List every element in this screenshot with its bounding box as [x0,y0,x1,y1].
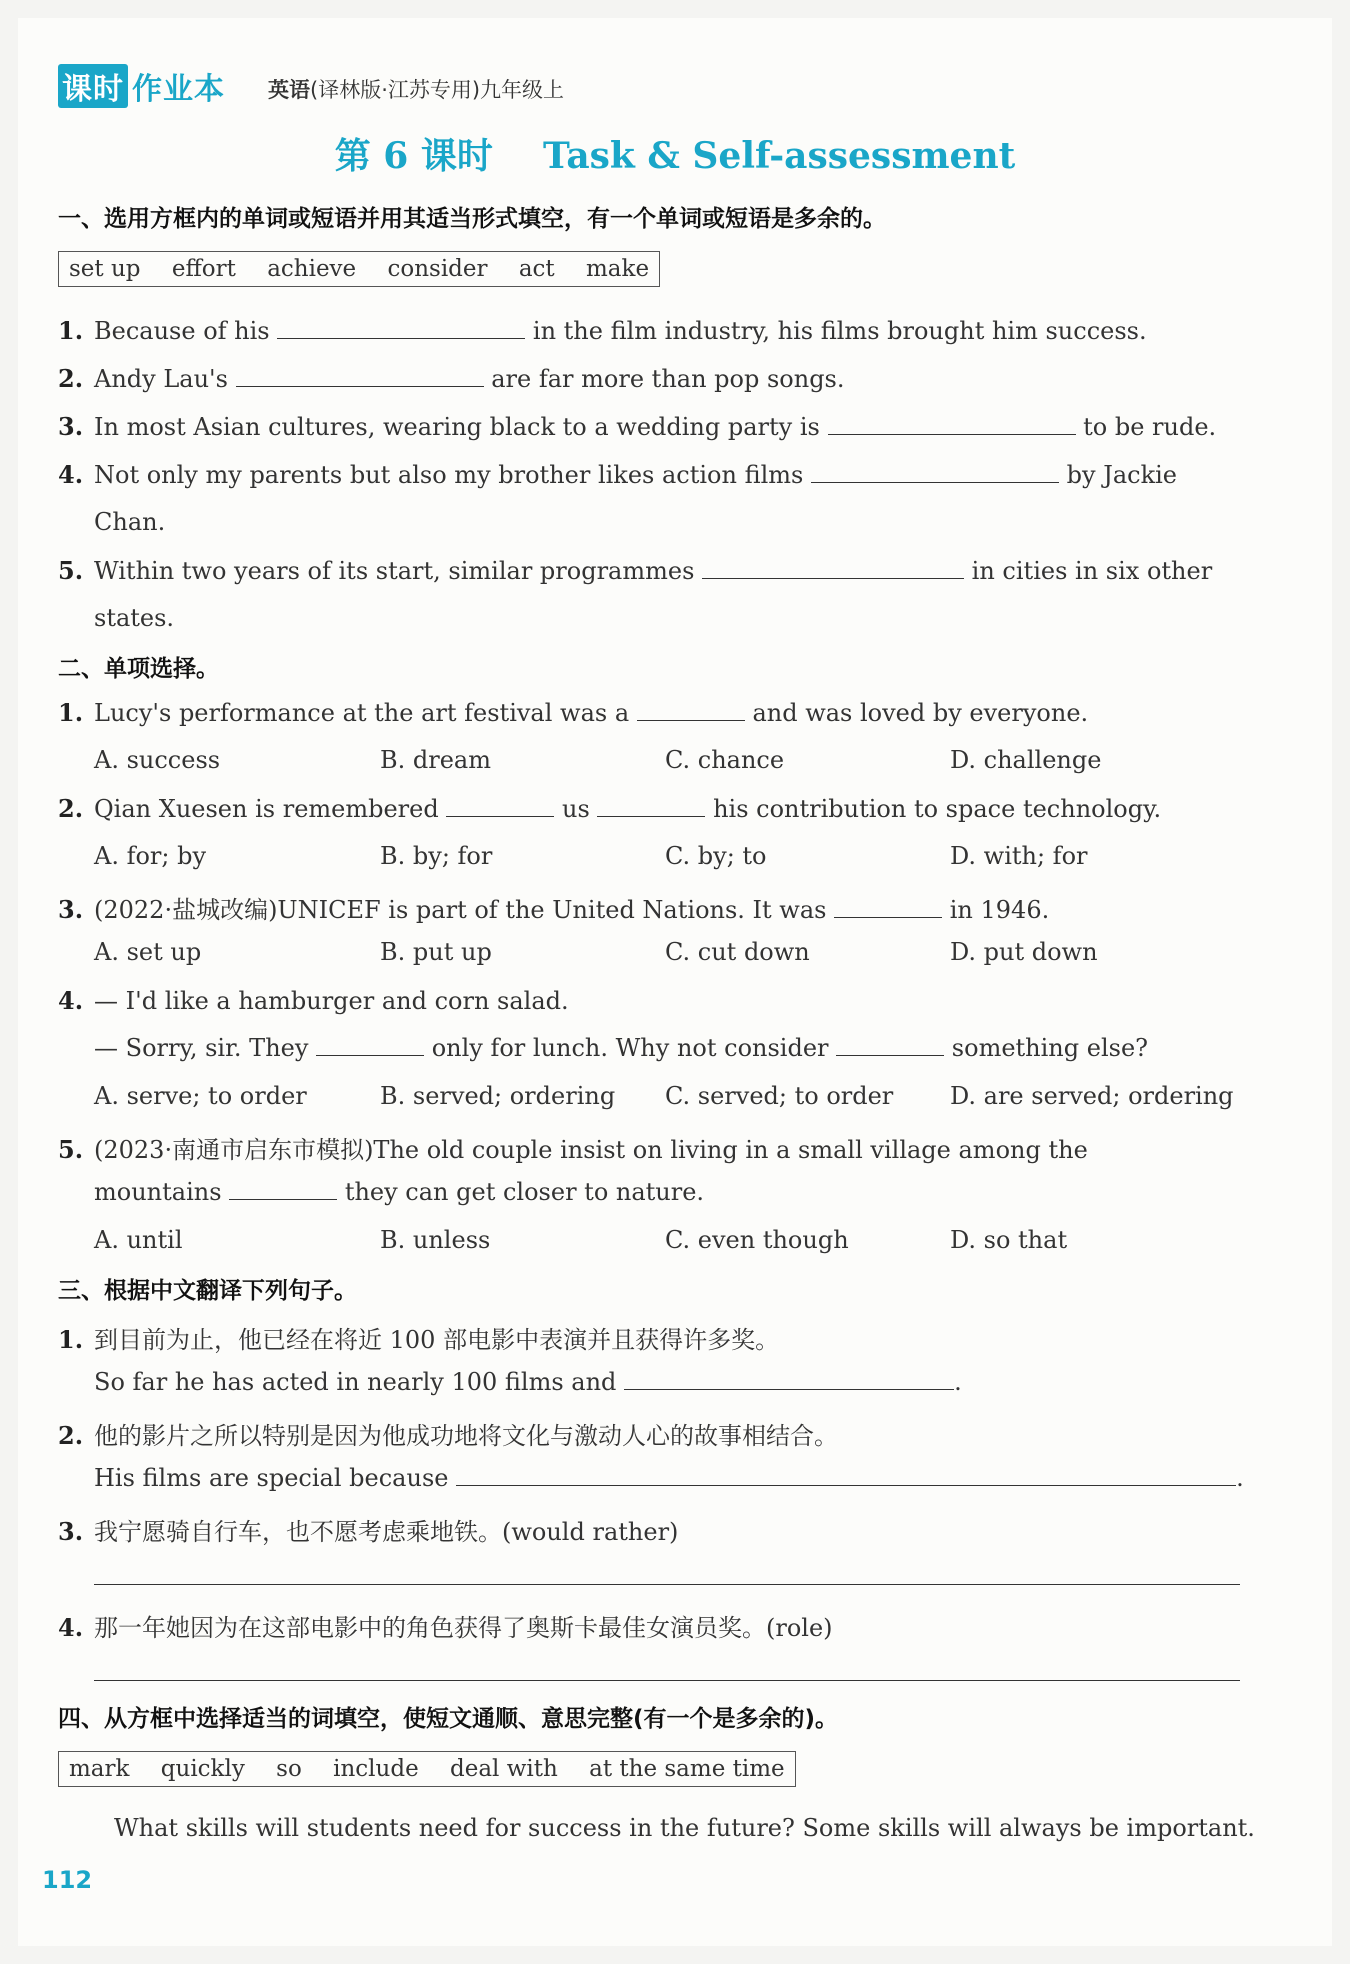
word-option: include [333,1756,419,1782]
question-text: Qian Xuesen is remembered [94,795,439,823]
word-option: set up [69,256,141,282]
section4-word-box [58,1751,796,1787]
chinese-sentence: 到目前为止，他已经在将近 100 部电影中表演并且获得许多奖。 [94,1326,780,1354]
answer-blank[interactable] [624,1371,954,1390]
item-number: 3. [58,895,84,924]
option[interactable]: B. put up [380,938,492,966]
translation-item [58,1416,838,1451]
option[interactable]: C. chance [665,746,785,774]
answer-blank[interactable] [456,1467,1236,1486]
item-number: 1. [58,316,84,345]
option[interactable]: D. so that [950,1226,1068,1254]
item-number: 5. [58,556,84,585]
answer-blank[interactable] [597,798,705,817]
answer-blank[interactable] [236,368,484,387]
answer-blank[interactable] [811,464,1059,483]
book-subtitle [268,74,564,104]
item-text: in the film industry, his films brought him success. [532,317,1147,345]
question-text: us [562,795,590,823]
translation-item [58,1608,833,1643]
item-text: Not only my parents but also my brother likes action films [94,461,804,489]
question-text: mountains [94,1178,222,1206]
option[interactable]: D. are served; ordering [950,1082,1234,1110]
answer-blank[interactable] [836,1037,944,1056]
translation-answer [94,1464,1244,1492]
lesson-title: 第 6 课时 Task & Self-assessment [334,135,1016,177]
option[interactable]: C. cut down [665,938,810,966]
item-text: to be rude. [1083,413,1217,441]
question-text: they can get closer to nature. [344,1178,705,1206]
fill-item [58,412,1216,441]
fill-item [58,316,1147,345]
chinese-sentence: 他的影片之所以特别是因为他成功地将文化与激动人心的故事相结合。 [94,1422,838,1450]
question-line [94,1178,704,1206]
option[interactable]: C. served; to order [665,1082,894,1110]
option[interactable]: D. challenge [950,746,1102,774]
mc-question [58,698,1088,727]
question-line [94,1034,1148,1062]
brand-text: 作业本 [132,72,225,107]
item-text: Andy Lau's [94,365,228,393]
item-continuation: Chan. [94,508,166,536]
item-number: 5. [58,1135,84,1164]
option[interactable]: B. dream [380,746,491,774]
item-text: by Jackie [1066,461,1177,489]
mc-question [58,890,1049,925]
mc-question [58,1130,1088,1165]
option[interactable]: A. for; by [94,842,207,870]
question-text: something else? [951,1034,1149,1062]
answer-line[interactable] [94,1680,1240,1681]
question-text: Lucy's performance at the art festival was a [94,699,630,727]
item-number: 1. [58,1325,84,1354]
word-option: make [585,256,650,282]
item-number: 3. [58,1517,84,1546]
answer-blank[interactable] [229,1181,337,1200]
question-text: — Sorry, sir. They [94,1034,309,1062]
word-option: act [518,256,555,282]
answer-blank[interactable] [316,1037,424,1056]
word-option: quickly [160,1756,245,1782]
item-number: 2. [58,364,84,393]
passage-text: What skills will students need for success in the future? Some skills will always be important. [114,1814,1255,1842]
fill-item [58,364,845,393]
question-text: his contribution to space technology. [713,795,1162,823]
fill-item [58,556,1212,585]
fill-item [58,460,1177,489]
option[interactable]: A. success [94,746,221,774]
section2-heading: 二、单项选择。 [58,656,219,682]
item-number: 4. [58,986,84,1015]
mc-question [58,794,1161,823]
question-text: (2023·南通市启东市模拟)The old couple insist on living in a small village among the [94,1136,1088,1164]
answer-blank[interactable] [828,416,1076,435]
item-number: 3. [58,412,84,441]
option[interactable]: B. by; for [380,842,493,870]
period: . [1236,1464,1244,1492]
option[interactable]: A. set up [94,938,202,966]
chinese-sentence: 我宁愿骑自行车，也不愿考虑乘地铁。(would rather) [94,1518,679,1546]
word-option: deal with [450,1756,558,1782]
answer-blank[interactable] [446,798,554,817]
item-number: 2. [58,794,84,823]
item-text: are far more than pop songs. [491,365,845,393]
brand-logo [58,64,225,108]
item-text: Because of his [94,317,270,345]
option[interactable]: A. until [94,1226,183,1254]
item-number: 4. [58,460,84,489]
question-text: — I'd like a hamburger and corn salad. [94,987,569,1015]
brand-box: 课时 [58,64,128,108]
translation-answer [94,1368,962,1396]
answer-blank[interactable] [637,702,745,721]
word-option: consider [387,256,488,282]
item-text: Within two years of its start, similar programmes [94,557,695,585]
section3-heading: 三、根据中文翻译下列句子。 [58,1278,357,1304]
translation-item [58,1512,678,1547]
section1-word-box [58,251,660,287]
subject-label: 英语 [268,78,310,102]
edition-label: (译林版·江苏专用)九年级上 [310,78,565,102]
item-number: 2. [58,1421,84,1450]
word-option: effort [171,256,236,282]
section4-heading: 四、从方框中选择适当的词填空，使短文通顺、意思完整(有一个是多余的)。 [58,1706,839,1732]
english-prompt: So far he has acted in nearly 100 films and [94,1368,617,1396]
word-option: so [276,1756,302,1782]
mc-question [58,986,569,1015]
answer-blank[interactable] [702,560,964,579]
question-text: and was loved by everyone. [752,699,1089,727]
item-text: In most Asian cultures, wearing black to a wedding party is [94,413,820,441]
item-number: 4. [58,1613,84,1642]
option[interactable]: D. put down [950,938,1098,966]
word-option: mark [69,1756,130,1782]
section1-heading: 一、选用方框内的单词或短语并用其适当形式填空，有一个单词或短语是多余的。 [58,206,886,232]
word-option: achieve [267,256,357,282]
word-option: at the same time [589,1756,785,1782]
question-text: only for lunch. Why not consider [431,1034,829,1062]
translation-item [58,1320,779,1355]
item-text: in cities in six other [971,557,1213,585]
english-prompt: His films are special because [94,1464,449,1492]
option[interactable]: A. serve; to order [94,1082,307,1110]
item-number: 1. [58,698,84,727]
page [18,18,1332,1946]
chinese-sentence: 那一年她因为在这部电影中的角色获得了奥斯卡最佳女演员奖。(role) [94,1614,833,1642]
option[interactable]: C. even though [665,1226,849,1254]
option[interactable]: B. unless [380,1226,491,1254]
question-text: in 1946. [949,896,1050,924]
option[interactable]: C. by; to [665,842,767,870]
page-number: 112 [42,1866,93,1894]
answer-blank[interactable] [277,320,525,339]
period: . [954,1368,962,1396]
answer-line[interactable] [94,1584,1240,1585]
item-continuation: states. [94,604,175,632]
option[interactable]: B. served; ordering [380,1082,616,1110]
option[interactable]: D. with; for [950,842,1088,870]
answer-blank[interactable] [834,899,942,918]
question-text: (2022·盐城改编)UNICEF is part of the United Nations. It was [94,896,827,924]
